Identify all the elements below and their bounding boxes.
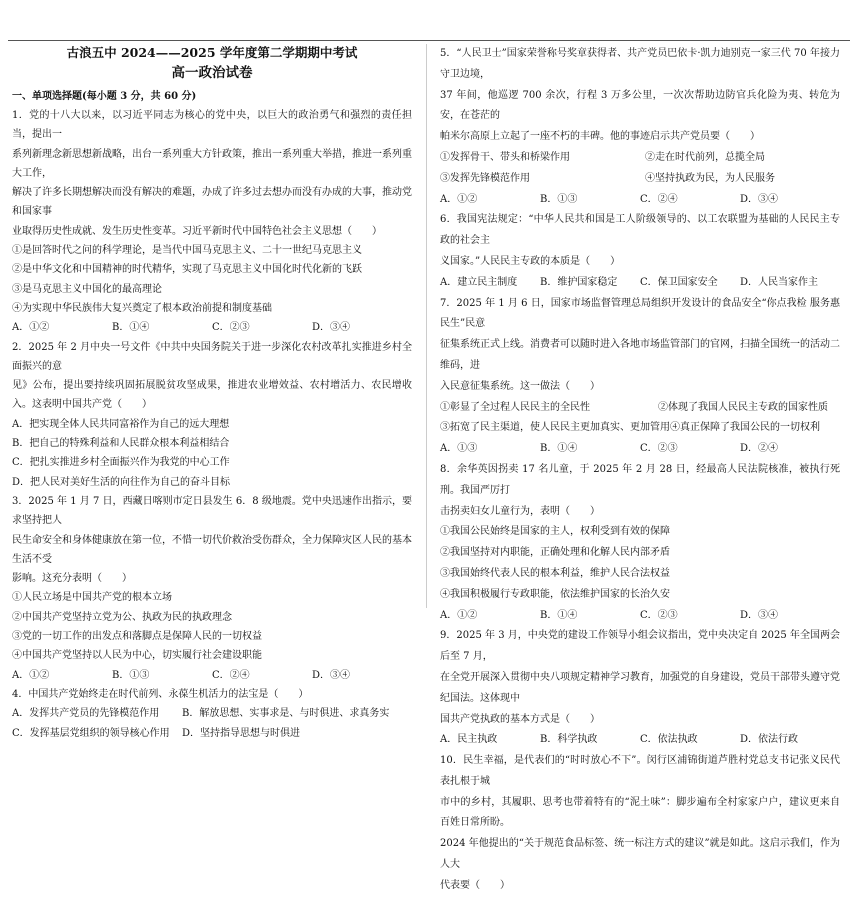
statement-item: ①是回答时代之问的科学理论，是当代中国马克思主义、二十一世纪马克思主义 bbox=[12, 245, 362, 257]
option-a: A．建立民主制度 bbox=[440, 276, 518, 288]
statement-row bbox=[440, 148, 840, 169]
statement-row bbox=[440, 169, 840, 190]
question-stem-line: 解决了许多长期想解决而没有解决的难题，办成了许多过去想办而没有办成的大事，推动党和国家事 bbox=[12, 187, 412, 218]
option-b: B．①③ bbox=[540, 193, 578, 205]
question-stem-line: 代表要（ ） bbox=[440, 879, 510, 891]
question-stem-line: 民生命安全和身体健康放在第一位，不惜一切代价救治受伤群众，全力保障灾区人民的基本生活不受 bbox=[12, 534, 412, 565]
option-d: D．把人民对美好生活的向往作为自己的奋斗目标 bbox=[12, 476, 231, 488]
question-stem-line: 7．2025 年 1 月 6 日，国家市场监督管理总局组织开发设计的食品安全“你点我检 服务惠民生”民意 bbox=[440, 297, 840, 330]
question-stem-line: 义国家。”人民民主专政的本质是（ ） bbox=[440, 255, 621, 267]
statement-item: ④坚持执政为民，为人民服务 bbox=[645, 172, 775, 184]
question-stem-line: 3．2025 年 1 月 7 日，西藏日喀则市定日县发生 6．8 级地震。党中央迅速作出指示，要求坚持把人 bbox=[12, 495, 412, 527]
option-c: C．保卫国家安全 bbox=[640, 276, 718, 288]
question-stem-line: 8．余华英因拐卖 17 名儿童，于 2025 年 2 月 28 日，经最高人民法院核准，被执行死刑。我国严厉打 bbox=[440, 463, 840, 496]
question-stem-line: 市中的乡村，其履职、思考也带着特有的“泥土味”：脚步遍布全村家家户户，建议更来自百姓日常所盼。 bbox=[440, 796, 840, 829]
option-a: A．①② bbox=[440, 609, 478, 621]
question-stem-line: 入民意征集系统。这一做法（ ） bbox=[440, 380, 600, 392]
question-7 bbox=[440, 294, 840, 460]
question-stem-line: 9．2025 年 3 月，中央党的建设工作领导小组会议指出，党中央决定自 2025 年全国两会后至 7 月， bbox=[440, 630, 840, 663]
statement-item: ①彰显了全过程人民民主的全民性 bbox=[440, 401, 590, 413]
question-3 bbox=[12, 492, 412, 685]
options-row bbox=[440, 606, 840, 627]
question-stem-line: 国共产党执政的基本方式是（ ） bbox=[440, 713, 600, 725]
question-stem-line: 2024 年他提出的“关于规范食品标签、统一标注方式的建议”就是如此。这启示我们，作为人大 bbox=[440, 838, 840, 871]
header-rule bbox=[8, 40, 850, 41]
statement-item: ②中国共产党坚持立党为公、执政为民的执政理念 bbox=[12, 611, 232, 623]
exam-subtitle: 高一政治试卷 bbox=[171, 65, 253, 81]
option-b: B．①④ bbox=[540, 443, 578, 455]
option-d: D．③④ bbox=[740, 193, 779, 205]
option-d: D．坚持指导思想与时俱进 bbox=[182, 727, 301, 739]
statement-row bbox=[440, 398, 840, 419]
question-4 bbox=[12, 685, 412, 743]
question-stem-line: 10．民生幸福，是代表们的“时时放心不下”。闵行区浦锦街道芦胜村党总支书记张义民代表扎根于城 bbox=[440, 755, 840, 787]
question-stem-line: 系列新理念新思想新战略，出台一系列重大方针政策，推出一系列重大举措，推进一系列重大工作， bbox=[12, 148, 412, 179]
option-b: B．①③ bbox=[112, 669, 150, 681]
statement-item: ③发挥先锋模范作用 bbox=[440, 172, 530, 184]
question-stem-line: 业取得历史性成就、发生历史性变革。习近平新时代中国特色社会主义思想（ ） bbox=[12, 225, 382, 237]
question-stem-line: 5．“人民卫士”国家荣誉称号奖章获得者、共产党员巴依卡·凯力迪别克一家三代 70 年接力守卫边境， bbox=[440, 48, 840, 80]
options-row bbox=[12, 724, 412, 743]
statement-item: ④中国共产党坚持以人民为中心，切实履行社会建设职能 bbox=[12, 650, 262, 662]
option-a: A．发挥共产党员的先锋模范作用 bbox=[12, 708, 160, 720]
option-b: B．科学执政 bbox=[540, 734, 598, 746]
question-stem-line: 见》公布，提出要持续巩固拓展脱贫攻坚成果，推进农业增效益、农村增活力、农民增收入。这表明中国共产党（ ） bbox=[12, 380, 412, 411]
option-c: C．把扎实推进乡村全面振兴作为我党的中心工作 bbox=[12, 457, 230, 469]
question-5 bbox=[440, 44, 840, 210]
left-column bbox=[12, 44, 412, 743]
options-row bbox=[12, 318, 412, 337]
statement-item: ④为实现中华民族伟大复兴奠定了根本政治前提和制度基础 bbox=[12, 302, 272, 314]
question-6 bbox=[440, 210, 840, 293]
options-row bbox=[12, 704, 412, 723]
statement-item: ③是马克思主义中国化的最高理论 bbox=[12, 283, 162, 295]
statement-item: ①发挥骨干、带头和桥梁作用 bbox=[440, 151, 570, 163]
option-c: C．②③ bbox=[212, 322, 250, 334]
column-divider bbox=[426, 44, 427, 608]
options-row bbox=[440, 439, 840, 460]
statement-item: ③拓宽了民主渠道，使人民民主更加真实、更加管用 bbox=[440, 422, 670, 434]
option-a: A．把实现全体人民共同富裕作为自己的远大理想 bbox=[12, 418, 230, 430]
option-b: B．把自己的特殊利益和人民群众根本利益相结合 bbox=[12, 438, 230, 450]
option-c: C．②③ bbox=[640, 609, 678, 621]
options-row bbox=[440, 730, 840, 751]
option-b: B．①④ bbox=[112, 322, 150, 334]
options-row bbox=[440, 273, 840, 294]
option-b: B．①④ bbox=[540, 609, 578, 621]
question-stem-line: 6．我国宪法规定：“中华人民共和国是工人阶级领导的、以工农联盟为基础的人民民主专政的社会主 bbox=[440, 214, 840, 247]
question-stem-line: 征集系统正式上线。消费者可以随时进入各地市场监管部门的官网，扫描全国统一的活动二维码，进 bbox=[440, 339, 840, 371]
option-b: B．维护国家稳定 bbox=[540, 276, 618, 288]
option-c: C．②③ bbox=[640, 443, 678, 455]
statement-item: ③我国始终代表人民的根本利益，维护人民合法权益 bbox=[440, 567, 670, 579]
right-column bbox=[440, 44, 840, 897]
option-d: D．人民当家作主 bbox=[740, 276, 819, 288]
statement-item: ④真正保障了我国公民的一切权利 bbox=[670, 422, 820, 434]
option-a: A．民主执政 bbox=[440, 734, 498, 746]
statement-item: ③党的一切工作的出发点和落脚点是保障人民的一切权益 bbox=[12, 631, 262, 643]
statement-item: ②走在时代前列，总揽全局 bbox=[645, 151, 765, 163]
options-row bbox=[12, 666, 412, 685]
option-a: A．①② bbox=[12, 322, 50, 334]
option-d: D．③④ bbox=[312, 669, 351, 681]
options-row bbox=[440, 190, 840, 211]
option-c: C．依法执政 bbox=[640, 734, 698, 746]
option-a: A．①③ bbox=[440, 443, 478, 455]
question-8 bbox=[440, 460, 840, 626]
statement-item: ②是中华文化和中国精神的时代精华，实现了马克思主义中国化时代化新的飞跃 bbox=[12, 264, 362, 276]
question-stem-line: 4．中国共产党始终走在时代前列、永葆生机活力的法宝是（ ） bbox=[12, 688, 309, 700]
option-c: C．②④ bbox=[212, 669, 250, 681]
option-a: A．①② bbox=[12, 669, 50, 681]
statement-item: ①我国公民始终是国家的主人，权利受到有效的保障 bbox=[440, 526, 670, 538]
question-stem-line: 2．2025 年 2 月中央一号文件《中共中央国务院关于进一步深化农村改革扎实推进乡村全面振兴的意 bbox=[12, 341, 412, 372]
question-stem-line: 影响。这充分表明（ ） bbox=[12, 573, 132, 585]
statement-item: ②体现了我国人民民主专政的国家性质 bbox=[658, 401, 828, 413]
question-2 bbox=[12, 338, 412, 492]
option-d: D．②④ bbox=[740, 443, 779, 455]
statement-item: ②我国坚持对内职能，正确处理和化解人民内部矛盾 bbox=[440, 547, 670, 559]
section-heading: 一、单项选择题(每小题 3 分，共 60 分) bbox=[12, 91, 197, 102]
option-d: D．③④ bbox=[740, 609, 779, 621]
option-d: D．依法行政 bbox=[740, 734, 799, 746]
statement-item: ①人民立场是中国共产党的根本立场 bbox=[12, 592, 172, 604]
question-stem-line: 37 年间，他巡逻 700 余次，行程 3 万多公里，一次次帮助边防官兵化险为夷、转危为安，在苍茫的 bbox=[440, 89, 840, 122]
option-a: A．①② bbox=[440, 193, 478, 205]
option-d: D．③④ bbox=[312, 322, 351, 334]
question-stem-line: 在全党开展深入贯彻中央八项规定精神学习教育，加强党的自身建设，党员干部带头遵守党纪国法。这体现中 bbox=[440, 671, 840, 704]
statement-item: ④我国积极履行专政职能，依法维护国家的长治久安 bbox=[440, 588, 670, 600]
question-1 bbox=[12, 106, 412, 338]
question-stem-line: 击拐卖妇女儿童行为，表明（ ） bbox=[440, 505, 600, 517]
statement-row bbox=[440, 418, 840, 439]
exam-title: 古浪五中 2024——2025 学年度第二学期期中考试 bbox=[66, 45, 358, 60]
question-stem-line: 1．党的十八大以来，以习近平同志为核心的党中央，以巨大的政治勇气和强烈的责任担当，提出一 bbox=[12, 110, 412, 141]
question-9 bbox=[440, 626, 840, 751]
question-10 bbox=[440, 751, 840, 897]
option-c: C．②④ bbox=[640, 193, 678, 205]
option-c: C．发挥基层党组织的领导核心作用 bbox=[12, 727, 170, 739]
option-b: B．解放思想、实事求是、与时俱进、求真务实 bbox=[182, 708, 390, 720]
question-stem-line: 帕米尔高原上立起了一座不朽的丰碑。他的事迹启示共产党员要（ ） bbox=[440, 131, 760, 143]
